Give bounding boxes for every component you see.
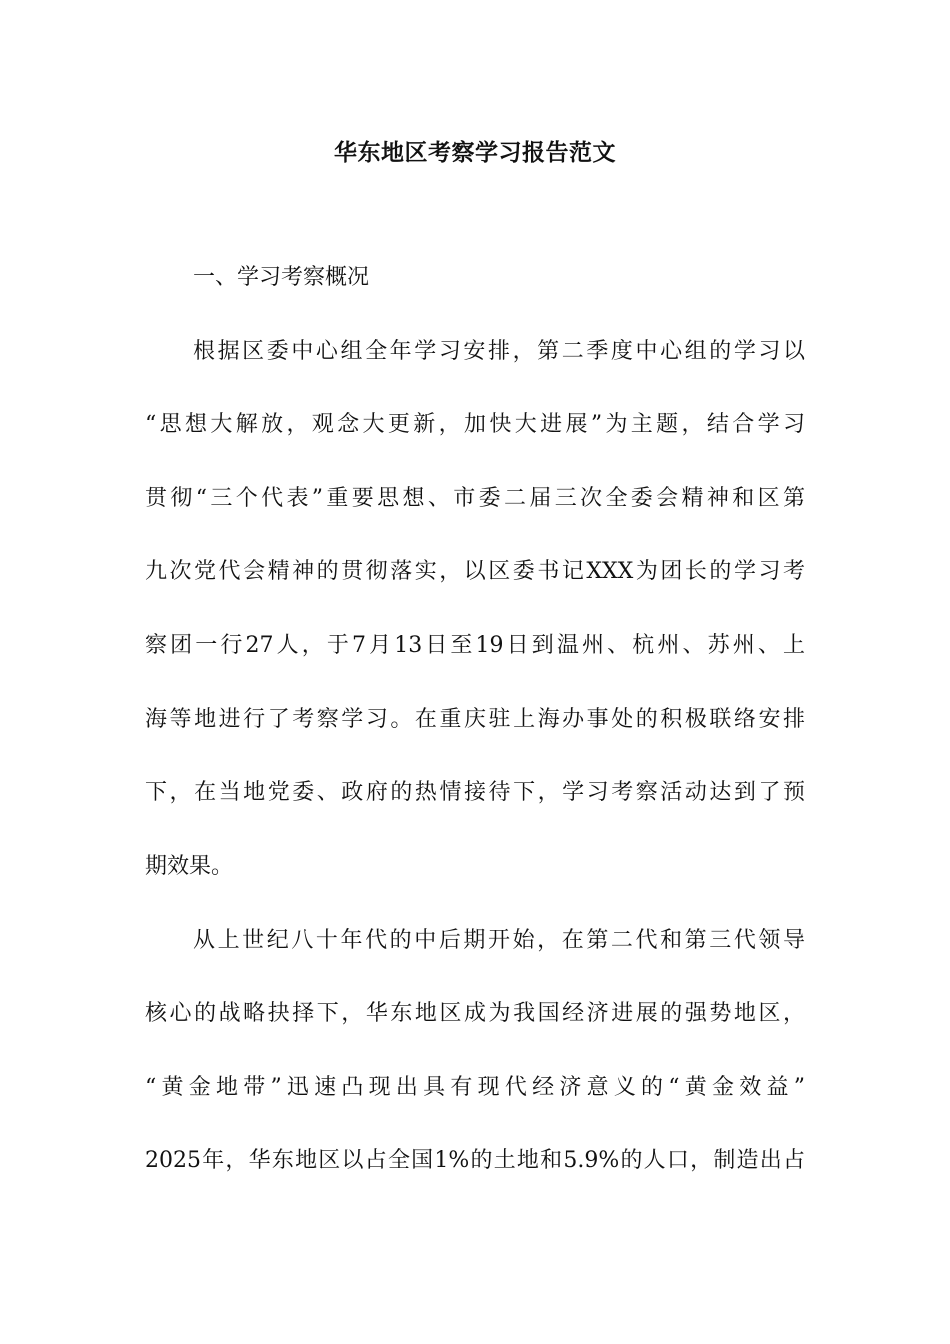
document-title: 华东地区考察学习报告范文 [334,139,616,166]
paragraph-line: 根据区委中心组全年学习安排，第二季度中心组的学习以 [193,339,805,364]
paragraph-line: 从上世纪八十年代的中后期开始，在第二代和第三代领导 [193,928,805,953]
paragraph-line: 期效果。 [145,854,234,879]
paragraph-line: 下，在当地党委、政府的热情接待下，学习考察活动达到了预 [145,780,805,805]
paragraph-line: 察团一行27人，于7月13日至19日到温州、杭州、苏州、上 [145,633,805,658]
section-heading: 一、学习考察概况 [193,265,370,290]
paragraph-line: “黄金地带”迅速凸现出具有现代经济意义的“黄金效益” [145,1075,805,1100]
paragraph-line: 核心的战略抉择下，华东地区成为我国经济进展的强势地区， [145,1001,805,1026]
paragraph-line: 海等地进行了考察学习。在重庆驻上海办事处的积极联络安排 [145,707,805,732]
paragraph-line: “思想大解放，观念大更新，加快大进展”为主题，结合学习 [145,412,805,437]
paragraph-line: 2025年，华东地区以占全国1%的土地和5.9%的人口，制造出占 [145,1148,805,1173]
paragraph-line: 贯彻“三个代表”重要思想、市委二届三次全委会精神和区第 [145,486,805,511]
paragraph-line: 九次党代会精神的贯彻落实，以区委书记XXX为团长的学习考 [145,559,805,584]
